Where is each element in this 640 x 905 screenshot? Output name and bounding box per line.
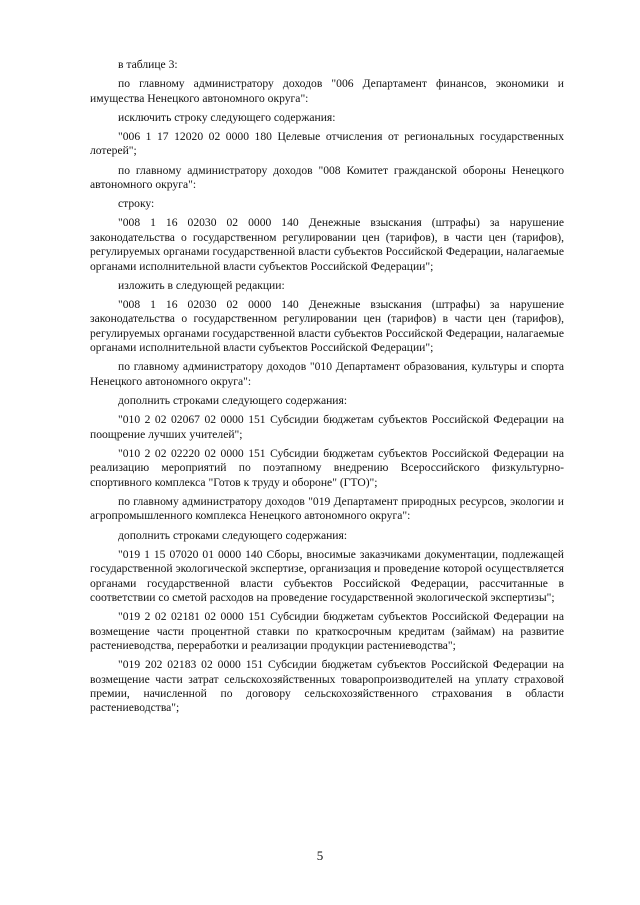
paragraph-row-019-07020: "019 1 15 07020 01 0000 140 Сборы, вносимые заказчиками документации, подлежащей государственной экологической экспертизе, организация и проведение которой осуществляется органами государственной власти субъектов Российской Федерации, рассчитанные в соответствии со сметой расходов на проведение государственной экологической экспертизы"; bbox=[90, 547, 564, 604]
paragraph-row-010-02220: "010 2 02 02220 02 0000 151 Субсидии бюджетам субъектов Российской Федерации на реализацию мероприятий по поэтапному внедрению Всероссийского физкультурно-спортивного комплекса "Готов к труду и обороне" (ГТО)"; bbox=[90, 446, 564, 489]
paragraph-admin-019: по главному администратору доходов "019 Департамент природных ресурсов, экологии и агропромышленного комплекса Ненецкого автономного округа": bbox=[90, 494, 564, 523]
paragraph-admin-010: по главному администратору доходов "010 Департамент образования, культуры и спорта Ненецкого автономного округа": bbox=[90, 360, 564, 388]
paragraph-row-019-02183: "019 202 02183 02 0000 151 Субсидии бюджетам субъектов Российской Федерации на возмещение части затрат сельскохозяйственных товаропроизводителей на уплату страховой премии, начисленной по договору сельскохозяйственного страхования в области растениеводства"; bbox=[90, 658, 564, 715]
paragraph-row-label: строку: bbox=[118, 197, 155, 211]
paragraph-admin-006: по главному администратору доходов "006 Департамент финансов, экономики и имущества Ненецкого автономного округа": bbox=[90, 77, 564, 105]
page-number: 5 bbox=[316, 848, 324, 863]
paragraph-row-019-02181: "019 2 02 02181 02 0000 151 Субсидии бюджетам субъектов Российской Федерации на возмещение части процентной ставки по краткосрочным кредитам (займам) на развитие растениеводства, переработки и реализации продукции растениеводства"; bbox=[90, 610, 564, 652]
paragraph-row-008-old: "008 1 16 02030 02 0000 140 Денежные взыскания (штрафы) за нарушение законодательства о государственном регулировании цен (тарифов), в части цен (тарифов), регулируемых органами государственной власти субъектов Российской Федерации, налагаемые органами исполнительной власти субъектов Российской Федерации"; bbox=[90, 216, 564, 273]
paragraph-add-rows-010: дополнить строками следующего содержания: bbox=[118, 394, 348, 408]
paragraph-table3-intro: в таблице 3: bbox=[118, 58, 178, 71]
paragraph-new-edition: изложить в следующей редакции: bbox=[118, 278, 285, 292]
paragraph-row-006: "006 1 17 12020 02 0000 180 Целевые отчисления от региональных государственных лотерей"; bbox=[90, 130, 564, 158]
paragraph-exclude-row: исключить строку следующего содержания: bbox=[118, 110, 336, 124]
paragraph-row-008-new: "008 1 16 02030 02 0000 140 Денежные взыскания (штрафы) за нарушение законодательства о государственном регулировании цен (тарифов) в части цен (тарифов), регулируемых органами государственной власти субъектов Российской Федерации, налагаемые органами исполнительной власти субъектов Российской Федерации"; bbox=[90, 298, 564, 355]
paragraph-add-rows-019: дополнить строками следующего содержания: bbox=[118, 528, 348, 542]
document-body bbox=[90, 58, 564, 721]
paragraph-row-010-02067: "010 2 02 02067 02 0000 151 Субсидии бюджетам субъектов Российской Федерации на поощрение лучших учителей"; bbox=[90, 413, 564, 441]
paragraph-admin-008: по главному администратору доходов "008 Комитет гражданской обороны Ненецкого автономного округа": bbox=[90, 163, 564, 192]
